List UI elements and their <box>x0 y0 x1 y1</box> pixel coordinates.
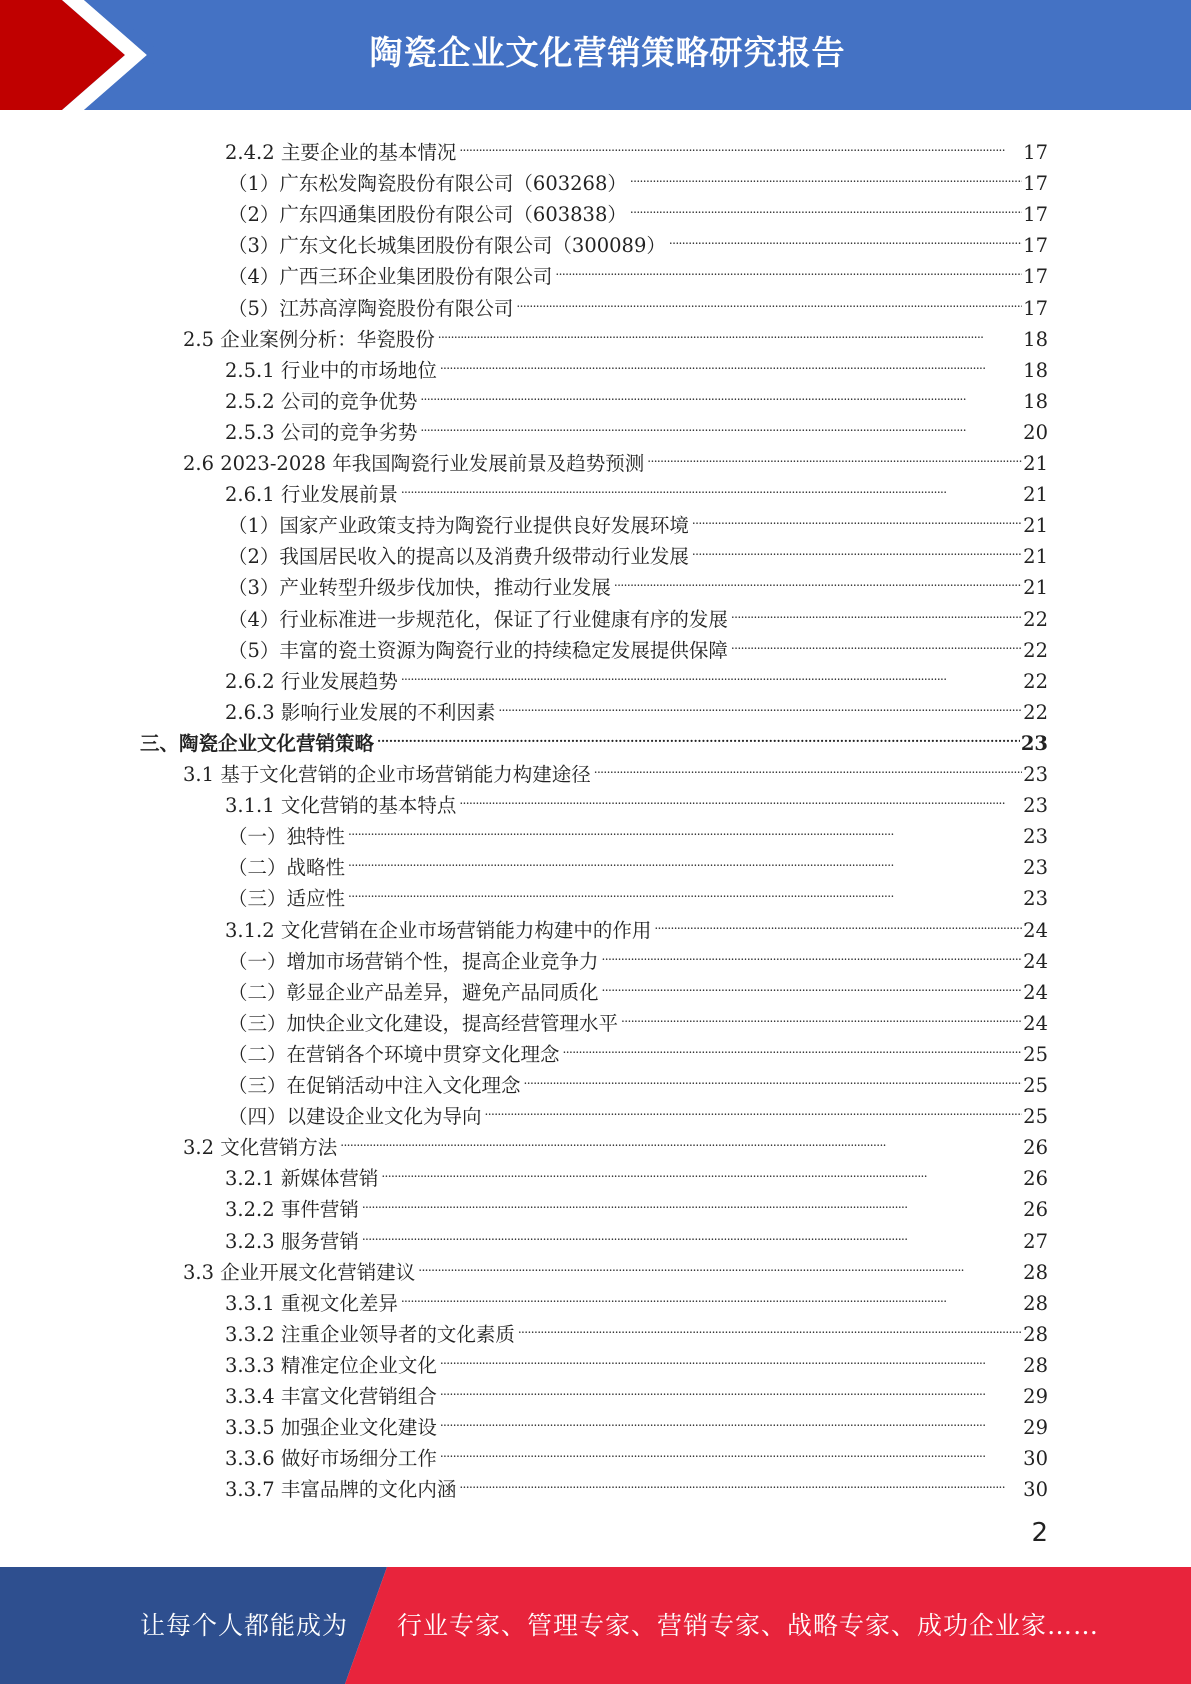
toc-entry-title: 2.6 2023-2028 年我国陶瓷行业发展前景及趋势预测 <box>183 452 645 475</box>
toc-entry-title: （二）在营销各个环境中贯穿文化理念 <box>228 1042 560 1066</box>
toc-entry-title: 3.3.2 注重企业领导者的文化素质 <box>225 1322 515 1346</box>
toc-entry-title: 2.6.2 行业发展趋势 <box>225 669 398 693</box>
footer-slogan-left: 让每个人都能成为 <box>140 1611 349 1640</box>
toc-entry-page: 24 <box>1023 1011 1048 1035</box>
toc-entry-page: 28 <box>1023 1291 1048 1315</box>
toc-entry[interactable] <box>228 999 1048 1035</box>
toc-entry-page: 21 <box>1023 576 1048 600</box>
toc-dot-leader <box>348 874 1022 905</box>
toc-entry[interactable] <box>228 843 1048 880</box>
toc-entry[interactable] <box>225 1372 1048 1408</box>
toc-entry[interactable] <box>228 595 1048 631</box>
toc-entry-title: （1）国家产业政策支持为陶瓷行业提供良好发展环境 <box>228 514 689 538</box>
toc-dot-leader <box>438 315 1022 346</box>
toc-entry-page: 21 <box>1023 514 1048 538</box>
toc-entry-title: 2.6.3 影响行业发展的不利因素 <box>225 700 496 724</box>
toc-dot-leader <box>647 439 1022 470</box>
toc-entry-title: 3.1.2 文化营销在企业市场营销能力构建中的作用 <box>225 918 652 942</box>
toc-entry[interactable] <box>228 968 1048 1004</box>
toc-dot-leader <box>340 1123 1022 1154</box>
toc-entry[interactable] <box>225 688 1048 724</box>
toc-entry-title: （一）增加市场营销个性，提高企业竞争力 <box>228 949 599 973</box>
toc-dot-leader <box>420 408 1022 439</box>
toc-dot-leader <box>692 501 1022 532</box>
toc-entry-title: 3.1.1 文化营销的基本特点 <box>225 794 457 818</box>
report-header <box>0 0 1191 110</box>
toc-entry-page: 17 <box>1023 234 1048 258</box>
toc-entry[interactable] <box>228 1092 1048 1129</box>
toc-dot-leader <box>440 1341 1022 1372</box>
toc-entry[interactable] <box>225 470 1048 507</box>
toc-entry[interactable] <box>228 626 1048 662</box>
toc-entry[interactable] <box>228 532 1048 569</box>
toc-entry[interactable] <box>225 1341 1048 1377</box>
toc-entry-page: 23 <box>1023 763 1048 786</box>
toc-entry-title: 3.2.1 新媒体营销 <box>225 1167 379 1191</box>
toc-entry-page: 27 <box>1023 1229 1048 1253</box>
toc-entry[interactable] <box>225 1434 1048 1471</box>
footer-slogan-right: 行业专家、管理专家、营销专家、战略专家、成功企业家…… <box>397 1611 1100 1640</box>
toc-entry-title: （2）我国居民收入的提高以及消费升级带动行业发展 <box>228 545 689 569</box>
toc-dot-leader <box>440 1403 1022 1434</box>
toc-entry[interactable] <box>225 128 1048 164</box>
toc-entry-title: （三）适应性 <box>228 887 346 911</box>
toc-entry[interactable] <box>140 719 1048 755</box>
toc-entry-page: 18 <box>1023 358 1048 382</box>
toc-dot-leader <box>498 688 1022 719</box>
toc-entry[interactable] <box>225 657 1048 693</box>
toc-dot-leader <box>440 1434 1022 1465</box>
toc-entry[interactable] <box>225 1185 1048 1222</box>
toc-entry-title: 3.3.3 精准定位企业文化 <box>225 1353 437 1377</box>
toc-entry-page: 21 <box>1023 452 1048 475</box>
toc-entry-title: 2.5.3 公司的竞争劣势 <box>225 420 418 444</box>
toc-entry[interactable] <box>183 315 1048 351</box>
toc-entry-title: （5）江苏高淳陶瓷股份有限公司 <box>228 296 514 320</box>
toc-entry[interactable] <box>225 408 1048 444</box>
toc-entry-page: 23 <box>1023 887 1048 911</box>
toc-dot-leader <box>518 1310 1022 1341</box>
toc-entry-title: 3.3.7 丰富品牌的文化内涵 <box>225 1478 457 1502</box>
toc-entry-title: （1）广东松发陶瓷股份有限公司（603268） <box>228 172 627 196</box>
toc-dot-leader <box>401 657 1022 688</box>
toc-entry-page: 17 <box>1023 141 1048 164</box>
toc-dot-leader <box>630 190 1022 221</box>
toc-entry-title: 3.3.6 做好市场细分工作 <box>225 1447 437 1471</box>
toc-entry-title: 3.2 文化营销方法 <box>183 1136 338 1160</box>
toc-entry[interactable] <box>183 1123 1048 1160</box>
toc-entry[interactable] <box>228 252 1048 289</box>
toc-dot-leader <box>692 532 1022 563</box>
toc-entry-page: 23 <box>1023 825 1048 849</box>
toc-dot-leader <box>654 906 1022 937</box>
report-title: 陶瓷企业文化营销策略研究报告 <box>369 33 846 72</box>
toc-entry[interactable] <box>228 190 1048 227</box>
toc-dot-leader <box>418 1248 1022 1279</box>
toc-entry-page: 30 <box>1023 1478 1048 1502</box>
toc-entry-title: 3.2.2 事件营销 <box>225 1198 359 1222</box>
toc-dot-leader <box>630 159 1022 190</box>
toc-dot-leader <box>381 1154 1022 1185</box>
toc-dot-leader <box>459 128 1022 159</box>
toc-entry-page: 17 <box>1023 265 1048 289</box>
toc-dot-leader <box>731 626 1022 657</box>
toc-dot-leader <box>440 346 1022 377</box>
toc-entry[interactable] <box>225 1310 1048 1346</box>
toc-dot-leader <box>485 1092 1023 1123</box>
toc-dot-leader <box>401 1279 1022 1310</box>
toc-entry[interactable] <box>228 812 1048 849</box>
toc-entry-title: （5）丰富的瓷土资源为陶瓷行业的持续稳定发展提供保障 <box>228 638 728 662</box>
toc-entry-page: 17 <box>1023 203 1048 227</box>
toc-entry-page: 26 <box>1023 1198 1048 1222</box>
toc-entry[interactable] <box>228 501 1048 538</box>
toc-dot-leader <box>602 968 1023 999</box>
toc-entry-title: （4）广西三环企业集团股份有限公司 <box>228 265 553 289</box>
toc-dot-leader <box>524 1061 1023 1092</box>
toc-dot-leader <box>362 1185 1022 1216</box>
toc-entry-title: 3.1 基于文化营销的企业市场营销能力构建途径 <box>183 763 591 786</box>
toc-entry-page: 26 <box>1023 1136 1048 1160</box>
toc-dot-leader <box>377 719 1020 750</box>
toc-entry-page: 28 <box>1023 1322 1048 1346</box>
toc-dot-leader <box>594 750 1022 781</box>
toc-entry[interactable] <box>228 937 1048 973</box>
toc-entry-page: 18 <box>1023 389 1048 413</box>
page-number: 2 <box>1031 1518 1048 1548</box>
toc-entry-title: （三）加快企业文化建设，提高经营管理水平 <box>228 1011 619 1035</box>
toc-entry[interactable] <box>228 1030 1048 1066</box>
toc-entry-page: 22 <box>1023 700 1048 724</box>
toc-entry-title: （四）以建设企业文化为导向 <box>228 1105 482 1129</box>
toc-entry-title: 2.5.2 公司的竞争优势 <box>225 389 418 413</box>
toc-entry[interactable] <box>183 439 1048 475</box>
toc-entry-page: 29 <box>1023 1385 1048 1408</box>
toc-dot-leader <box>420 377 1022 408</box>
toc-entry-title: 3.2.3 服务营销 <box>225 1229 359 1253</box>
toc-entry-page: 23 <box>1020 731 1048 755</box>
toc-entry-page: 22 <box>1023 638 1048 662</box>
toc-entry-title: （4）行业标准进一步规范化，保证了行业健康有序的发展 <box>228 607 728 631</box>
toc-entry-title: 2.6.1 行业发展前景 <box>225 483 398 507</box>
toc-entry-title: （3）产业转型升级步伐加快，推动行业发展 <box>228 576 611 600</box>
toc-dot-leader <box>669 221 1022 252</box>
toc-entry-page: 22 <box>1023 669 1048 693</box>
toc-dot-leader <box>555 252 1022 283</box>
toc-entry-page: 22 <box>1023 607 1048 631</box>
toc-dot-leader <box>563 1030 1023 1061</box>
toc-entry-title: （三）在促销活动中注入文化理念 <box>228 1074 521 1097</box>
toc-entry-page: 23 <box>1023 794 1048 818</box>
toc-dot-leader <box>401 470 1022 501</box>
toc-dot-leader <box>459 1465 1022 1496</box>
toc-entry[interactable] <box>225 1279 1048 1315</box>
toc-entry[interactable] <box>183 750 1048 786</box>
toc-entry-page: 17 <box>1023 296 1048 320</box>
toc-entry-title: 2.5.1 行业中的市场地位 <box>225 358 437 382</box>
toc-entry-title: 2.5 企业案例分析：华瓷股份 <box>183 327 435 351</box>
toc-entry-title: 2.4.2 主要企业的基本情况 <box>225 141 457 164</box>
toc-dot-leader <box>362 1217 1022 1248</box>
toc-entry-title: 3.3.1 重视文化差异 <box>225 1291 398 1315</box>
toc-entry-page: 30 <box>1023 1447 1048 1471</box>
toc-entry[interactable] <box>228 874 1048 911</box>
toc-dot-leader <box>621 999 1022 1030</box>
toc-entry[interactable] <box>228 159 1048 196</box>
toc-dot-leader <box>731 595 1022 626</box>
toc-entry-page: 24 <box>1023 949 1048 973</box>
toc-entry-title: （2）广东四通集团股份有限公司（603838） <box>228 203 627 227</box>
toc-entry-page: 17 <box>1023 172 1048 196</box>
toc-dot-leader <box>614 563 1022 594</box>
report-footer <box>0 1567 1191 1684</box>
toc-entry[interactable] <box>225 346 1048 382</box>
toc-dot-leader <box>602 937 1023 968</box>
toc-entry[interactable] <box>183 1248 1048 1284</box>
toc-entry-page: 25 <box>1023 1074 1048 1097</box>
toc-entry-title: 3.3.5 加强企业文化建设 <box>225 1416 437 1440</box>
toc-entry-title: （一）独特性 <box>228 825 346 849</box>
toc-entry-page: 18 <box>1023 327 1048 351</box>
header-arrow-icon <box>0 0 160 110</box>
toc-entry-title: （二）彰显企业产品差异，避免产品同质化 <box>228 980 599 1004</box>
toc-entry-page: 24 <box>1023 918 1048 942</box>
toc-entry-page: 29 <box>1023 1416 1048 1440</box>
toc-entry-page: 20 <box>1023 420 1048 444</box>
toc-entry-title: （3）广东文化长城集团股份有限公司（300089） <box>228 234 666 258</box>
toc-dot-leader <box>516 284 1022 315</box>
toc-entry-page: 28 <box>1023 1260 1048 1284</box>
toc-entry[interactable] <box>225 781 1048 818</box>
toc-entry[interactable] <box>225 1217 1048 1253</box>
toc-entry[interactable] <box>225 377 1048 413</box>
toc-entry[interactable] <box>228 284 1048 320</box>
toc-entry[interactable] <box>225 1403 1048 1440</box>
toc-entry[interactable] <box>228 221 1048 258</box>
toc-entry-title: 3.3 企业开展文化营销建议 <box>183 1260 416 1284</box>
toc-entry-page: 26 <box>1023 1167 1048 1191</box>
toc-entry-page: 25 <box>1023 1105 1048 1129</box>
toc-entry-page: 21 <box>1023 483 1048 507</box>
toc-entry-page: 21 <box>1023 545 1048 569</box>
toc-entry-page: 23 <box>1023 856 1048 880</box>
toc-entry-title: 三、陶瓷企业文化营销策略 <box>140 731 375 755</box>
toc-dot-leader <box>440 1372 1022 1403</box>
toc-dot-leader <box>459 781 1022 812</box>
toc-entry-title: 3.3.4 丰富文化营销组合 <box>225 1385 437 1408</box>
toc-entry[interactable] <box>225 1465 1048 1502</box>
toc-entry[interactable] <box>228 563 1048 600</box>
toc-entry-title: （二）战略性 <box>228 856 346 880</box>
toc-entry[interactable] <box>225 1154 1048 1191</box>
toc-entry-page: 25 <box>1023 1042 1048 1066</box>
toc-entry[interactable] <box>225 906 1048 942</box>
toc-entry-page: 28 <box>1023 1353 1048 1377</box>
toc-dot-leader <box>348 812 1022 843</box>
toc-dot-leader <box>348 843 1022 874</box>
toc-entry-page: 24 <box>1023 980 1048 1004</box>
toc-entry[interactable] <box>228 1061 1048 1097</box>
